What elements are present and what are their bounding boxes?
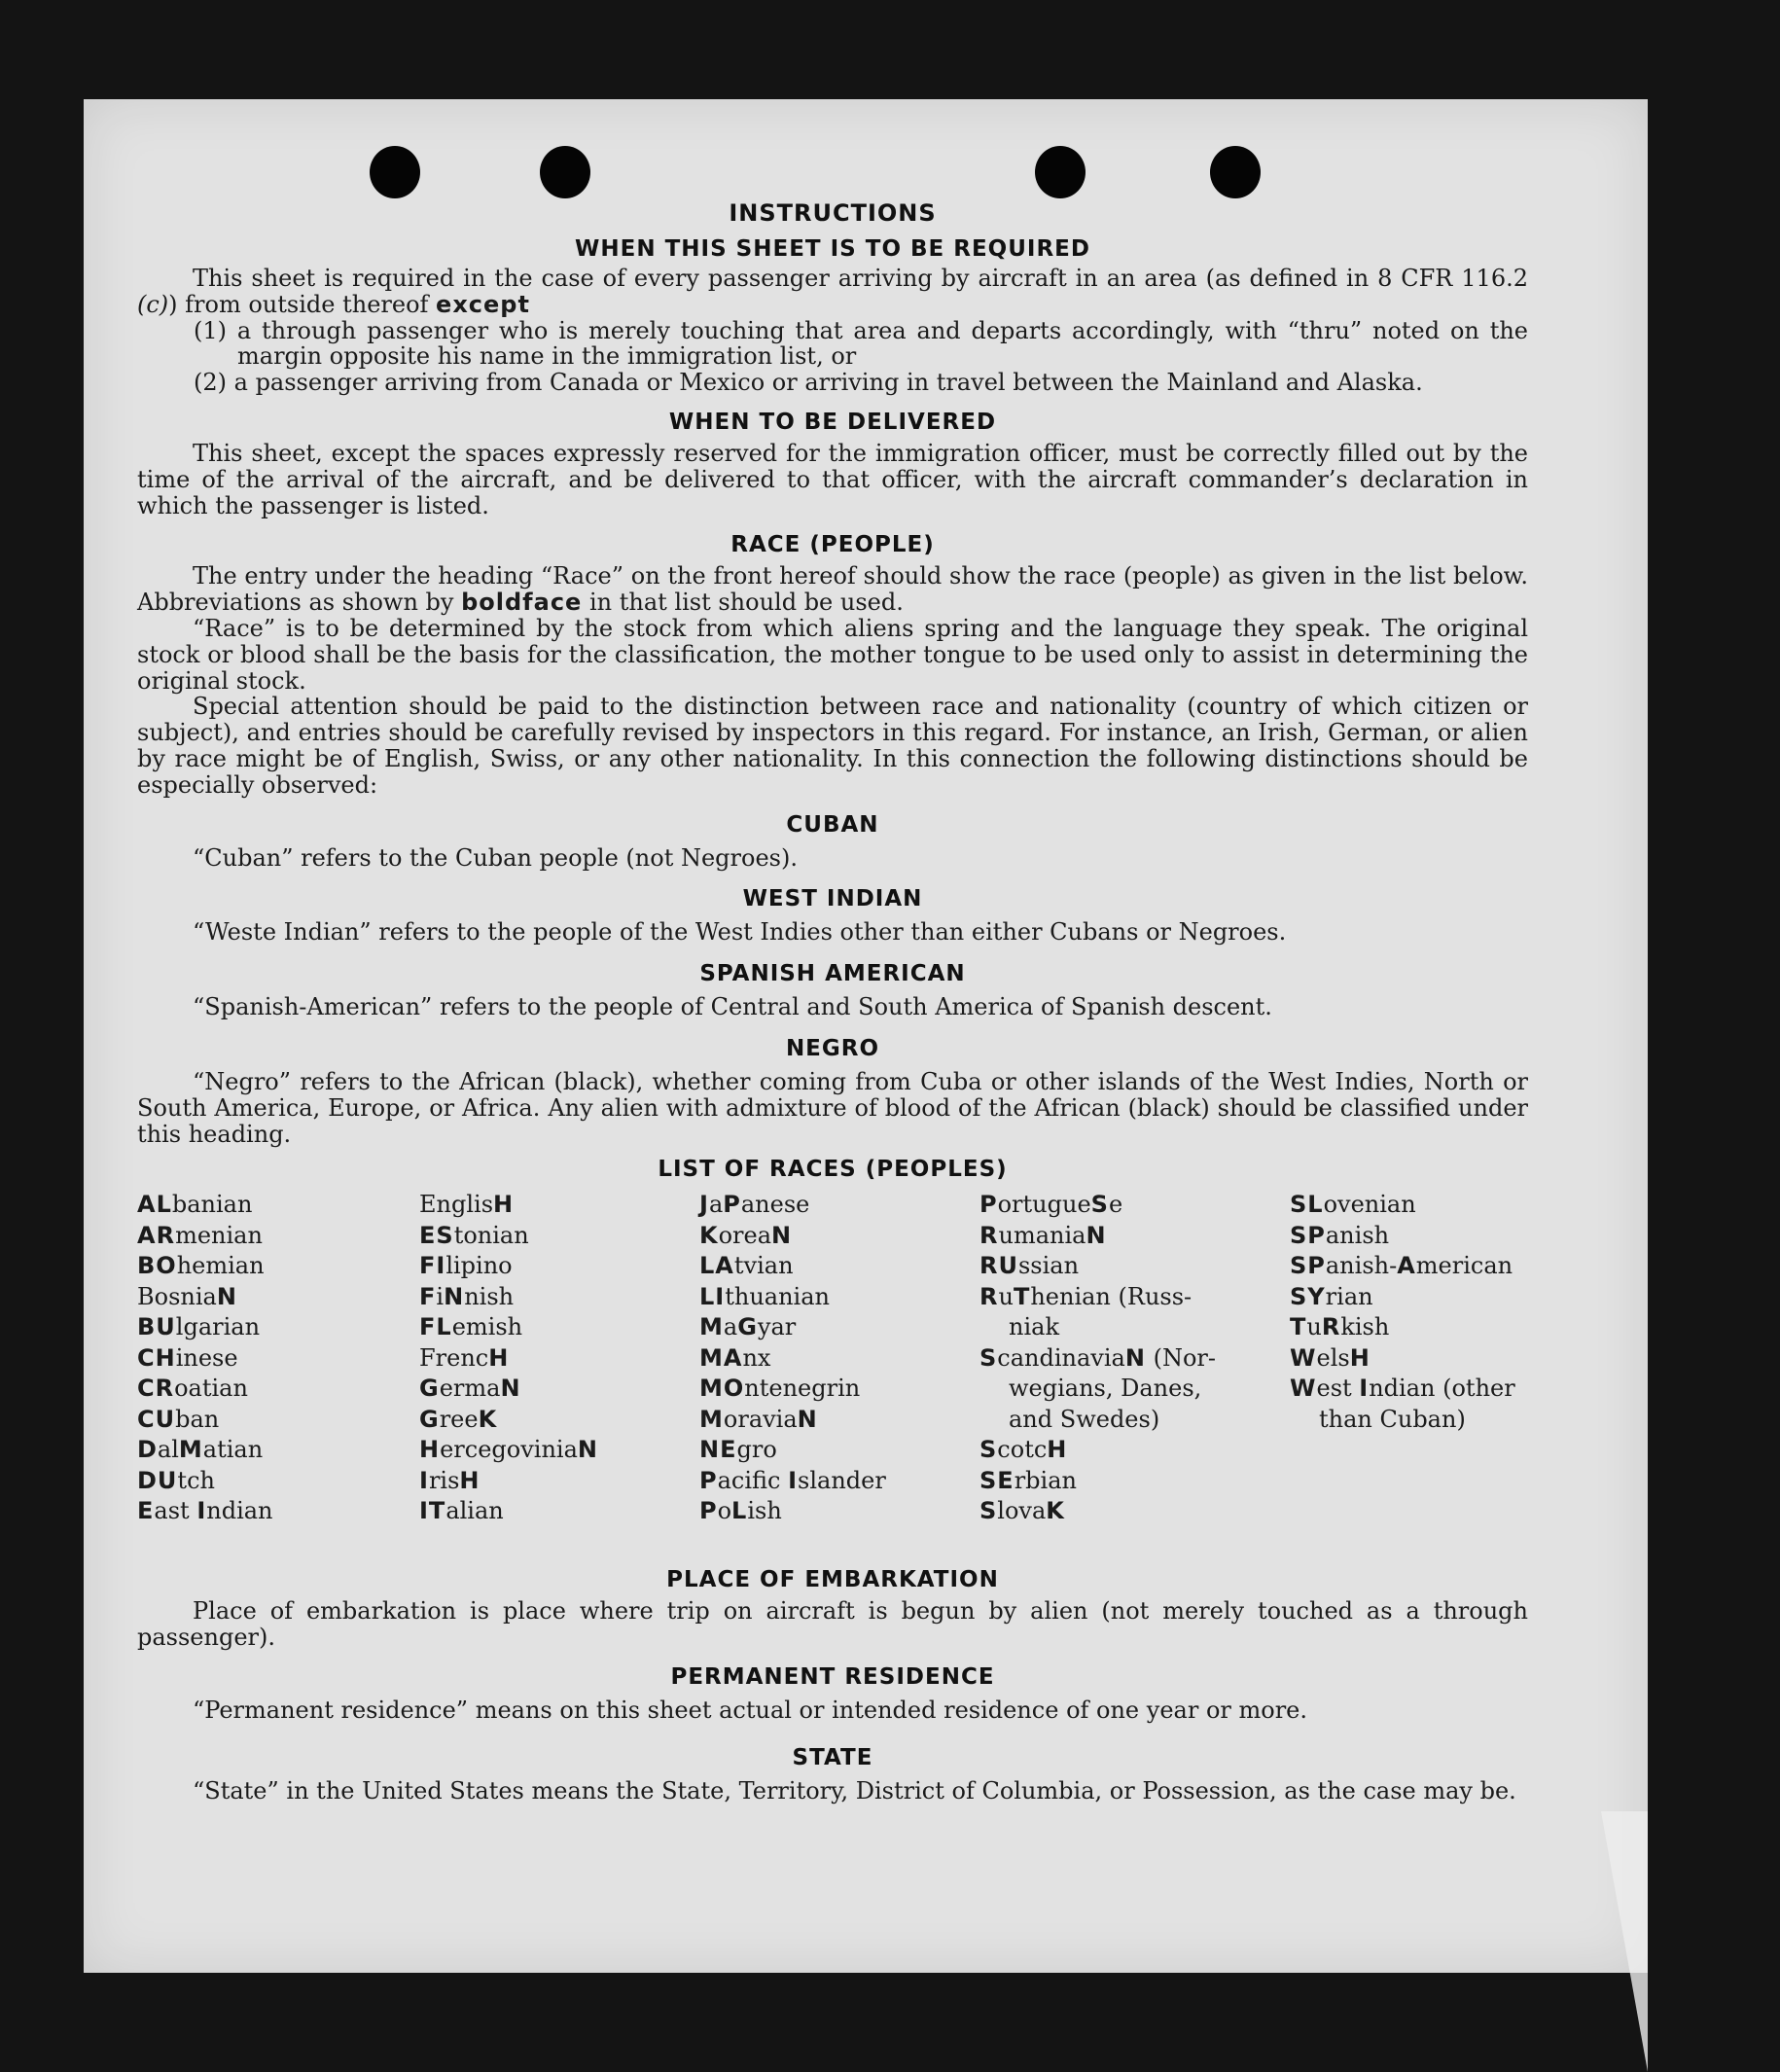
paragraph-item-2: (2) a passenger arriving from Canada or Mexico or arriving in travel between the Mainland and Alaska. — [194, 369, 1423, 397]
race-item — [137, 1251, 273, 1282]
race-item — [419, 1221, 598, 1252]
race-abbrev: MO — [699, 1375, 745, 1403]
race-item — [699, 1190, 886, 1221]
race-text: merican — [1415, 1252, 1513, 1280]
race-text: cotc — [997, 1436, 1048, 1464]
race-item — [699, 1221, 886, 1252]
race-text: lgarian — [175, 1313, 261, 1341]
race-abbrev: R — [979, 1282, 999, 1310]
paragraph-text: ) from outside thereof — [168, 290, 437, 318]
race-text: nx — [742, 1343, 771, 1372]
paragraph-text: This sheet is required in the case of every passenger arriving by aircraft in an area (as defined in 8 CFR 116.2 — [193, 265, 1528, 292]
race-abbrev: SL — [1290, 1191, 1324, 1219]
punch-hole — [1035, 146, 1086, 198]
race-abbrev: AL — [137, 1191, 172, 1219]
race-abbrev: H — [459, 1466, 481, 1494]
race-item — [419, 1282, 598, 1313]
race-abbrev: J — [699, 1191, 709, 1219]
race-abbrev: SY — [1290, 1282, 1326, 1310]
race-item — [419, 1466, 598, 1497]
race-text: banian — [171, 1191, 253, 1219]
race-item — [699, 1251, 886, 1282]
paragraph: “Race” is to be determined by the stock from which aliens spring and the language they speak. The original stock or blood shall be the basis for the classification, the mother tongue to be used only to assist in determining the original stock. — [137, 614, 1528, 695]
race-item — [1290, 1251, 1515, 1282]
race-text: rian — [1325, 1282, 1373, 1310]
race-abbrev: P — [979, 1191, 998, 1219]
race-text: ntenegrin — [744, 1375, 861, 1403]
race-item — [419, 1405, 598, 1436]
punch-hole — [540, 146, 590, 198]
race-item — [137, 1466, 273, 1497]
race-abbrev: S — [979, 1436, 998, 1464]
section-heading-race: RACE (PEOPLE) — [730, 532, 935, 558]
paragraph-item-1: (1) a through passenger who is merely touching that area and departs accordingly, with “thru” noted on the margin opposite his name in the immigration list, or — [194, 316, 1528, 371]
race-abbrev: LI — [699, 1282, 726, 1310]
race-text: ndian — [206, 1497, 273, 1525]
race-abbrev: L — [731, 1497, 748, 1525]
paragraph-bold: boldface — [461, 589, 583, 617]
race-abbrev: AR — [137, 1221, 176, 1249]
race-abbrev: P — [723, 1191, 741, 1219]
race-item — [699, 1343, 886, 1375]
race-text: anese — [740, 1191, 810, 1219]
race-text: lipino — [445, 1252, 513, 1280]
race-text: alian — [445, 1497, 504, 1525]
page-title: INSTRUCTIONS — [729, 199, 937, 227]
paragraph: “Spanish-American” refers to the people of Central and South America of Spanish descent. — [193, 993, 1272, 1021]
race-item — [979, 1405, 1216, 1436]
paragraph — [137, 563, 1528, 616]
race-text: tch — [177, 1466, 215, 1494]
race-text: al — [157, 1436, 179, 1464]
race-item — [137, 1312, 273, 1343]
race-item — [137, 1496, 273, 1527]
races-column — [1290, 1190, 1515, 1435]
paragraph-text: The entry under the heading “Race” on the front hereof should show the race (people) as given in the list below. Abbreviations as shown by — [137, 562, 1528, 617]
race-item — [1290, 1221, 1515, 1252]
race-abbrev: G — [419, 1375, 440, 1403]
race-item — [699, 1496, 886, 1527]
paragraph: “Cuban” refers to the Cuban people (not Negroes). — [193, 843, 798, 872]
race-text: Bosnia — [137, 1282, 217, 1310]
race-item — [137, 1374, 273, 1405]
race-abbrev: I — [196, 1497, 207, 1525]
paragraph: “State” in the United States means the State, Territory, District of Columbia, or Possession, as the case may be. — [193, 1776, 1516, 1804]
race-abbrev: H — [488, 1343, 510, 1372]
section-heading-residence: PERMANENT RESIDENCE — [670, 1663, 995, 1690]
paragraph — [137, 266, 1528, 318]
paragraph-bold: except — [436, 290, 530, 318]
race-text: than Cuban) — [1319, 1405, 1466, 1433]
race-abbrev: FI — [419, 1252, 446, 1280]
race-abbrev: P — [699, 1497, 718, 1525]
race-abbrev: K — [478, 1405, 498, 1433]
race-text: acific — [717, 1466, 789, 1494]
race-item — [1290, 1312, 1515, 1343]
race-abbrev: H — [493, 1191, 515, 1219]
race-abbrev: M — [699, 1405, 724, 1433]
paragraph: “Permanent residence” means on this sheet actual or intended residence of one year or more. — [193, 1696, 1307, 1724]
race-abbrev: P — [699, 1466, 718, 1494]
section-heading-west-indian: WEST INDIAN — [742, 886, 923, 912]
race-abbrev: M — [699, 1313, 724, 1341]
race-item — [699, 1466, 886, 1497]
race-text: ish — [747, 1497, 782, 1525]
race-abbrev: E — [137, 1497, 155, 1525]
race-text: e — [1108, 1191, 1123, 1219]
race-text: u — [998, 1282, 1014, 1310]
race-item — [419, 1190, 598, 1221]
race-abbrev: N — [216, 1282, 237, 1310]
race-text: o — [717, 1497, 732, 1525]
race-text: anish — [1325, 1221, 1390, 1249]
race-abbrev: N — [444, 1282, 465, 1310]
page-fold — [1601, 1811, 1648, 2072]
race-text: anish- — [1325, 1252, 1398, 1280]
race-item — [419, 1343, 598, 1375]
race-item — [979, 1282, 1216, 1313]
races-column — [419, 1190, 598, 1527]
race-text: menian — [175, 1221, 263, 1249]
race-abbrev: K — [699, 1221, 719, 1249]
race-text: ris — [428, 1466, 460, 1494]
race-text: inese — [175, 1343, 238, 1372]
race-item — [137, 1221, 273, 1252]
race-abbrev: G — [419, 1405, 440, 1433]
race-abbrev: SE — [979, 1466, 1015, 1494]
race-item — [419, 1312, 598, 1343]
section-heading-delivered: WHEN TO BE DELIVERED — [668, 409, 997, 435]
race-item — [419, 1374, 598, 1405]
race-abbrev: BU — [137, 1313, 176, 1341]
race-text: wegians, Danes, — [1009, 1375, 1202, 1403]
race-abbrev: DU — [137, 1466, 178, 1494]
punch-hole — [1210, 146, 1261, 198]
race-text: atian — [202, 1436, 264, 1464]
paragraph: This sheet, except the spaces expressly reserved for the immigration officer, must be correctly filled out by the time of the arrival of the aircraft, and be delivered to that officer, with the aircraft commander’s declaration in which the passenger is listed. — [137, 439, 1528, 519]
race-abbrev: CU — [137, 1405, 176, 1433]
race-item — [699, 1312, 886, 1343]
race-abbrev: S — [979, 1497, 998, 1525]
race-item — [979, 1312, 1216, 1343]
section-heading-races: LIST OF RACES (PEOPLES) — [658, 1157, 1008, 1183]
race-text: thuanian — [725, 1282, 830, 1310]
race-text: (Nor- — [1145, 1343, 1216, 1372]
race-abbrev: R — [979, 1221, 999, 1249]
race-item — [979, 1190, 1216, 1221]
race-text: Englis — [419, 1191, 494, 1219]
race-item — [137, 1190, 273, 1221]
race-text: u — [1306, 1313, 1322, 1341]
race-abbrev: I — [1359, 1375, 1370, 1403]
race-text: tvian — [733, 1252, 794, 1280]
race-item — [1290, 1282, 1515, 1313]
race-abbrev: H — [1047, 1436, 1068, 1464]
paragraph-text: in that list should be used. — [582, 589, 904, 617]
race-item — [699, 1435, 886, 1466]
race-text: ssian — [1017, 1252, 1080, 1280]
race-text: umania — [998, 1221, 1086, 1249]
paragraph: Special attention should be paid to the distinction between race and nationality (country of which citizen or subject), and entries should be carefully revised by inspectors in this regard. For instance, an Irish, German, or alien by race might be of English, Swiss, or any other nationality. In this connection the following distinctions should be especially observed: — [137, 693, 1528, 799]
paragraph: “Negro” refers to the African (black), whether coming from Cuba or other islands of the West Indies, North or South America, Europe, or Africa. Any alien with admixture of blood of the African (black) should be classified under this heading. — [137, 1067, 1528, 1148]
race-text: rbian — [1014, 1466, 1077, 1494]
race-text: oatian — [174, 1375, 248, 1403]
race-abbrev: N — [771, 1221, 793, 1249]
race-item — [979, 1343, 1216, 1375]
race-abbrev: MA — [699, 1343, 743, 1372]
race-text: yar — [757, 1313, 797, 1341]
race-text: candinavia — [997, 1343, 1125, 1372]
race-abbrev: N — [1086, 1221, 1107, 1249]
race-text: hemian — [176, 1252, 265, 1280]
race-abbrev: SP — [1290, 1252, 1326, 1280]
race-item — [979, 1466, 1216, 1497]
race-text: emish — [451, 1313, 523, 1341]
race-text: Frenc — [419, 1343, 489, 1372]
race-abbrev: IT — [419, 1497, 446, 1525]
race-text: ovenian — [1323, 1191, 1416, 1219]
race-item — [979, 1251, 1216, 1282]
race-abbrev: N — [797, 1405, 818, 1433]
race-text: and Swedes) — [1009, 1405, 1160, 1433]
race-text: els — [1316, 1343, 1350, 1372]
race-text: erma — [439, 1375, 501, 1403]
race-item — [1290, 1343, 1515, 1375]
race-abbrev: F — [419, 1282, 437, 1310]
instructions-content — [137, 199, 1528, 1804]
race-abbrev: NE — [699, 1436, 737, 1464]
race-text: est — [1316, 1375, 1360, 1403]
race-abbrev: I — [788, 1466, 799, 1494]
race-item — [979, 1374, 1216, 1405]
races-column — [137, 1190, 273, 1527]
section-heading-required: WHEN THIS SHEET IS TO BE REQUIRED — [575, 236, 1090, 262]
race-abbrev: I — [419, 1466, 429, 1494]
races-column — [979, 1190, 1216, 1527]
paragraph: “Weste Indian” refers to the people of the West Indies other than either Cubans or Negroes. — [193, 918, 1287, 947]
race-abbrev: SP — [1290, 1221, 1326, 1249]
race-text: oravia — [723, 1405, 798, 1433]
race-abbrev: T — [1290, 1313, 1307, 1341]
race-text: tonian — [453, 1221, 529, 1249]
race-abbrev: S — [979, 1343, 998, 1372]
race-item — [137, 1282, 273, 1313]
race-item — [137, 1405, 273, 1436]
race-abbrev: S — [1090, 1191, 1109, 1219]
section-heading-spanish-american: SPANISH AMERICAN — [699, 961, 966, 987]
race-item — [699, 1374, 886, 1405]
race-text: a — [723, 1313, 738, 1341]
race-text: niak — [1009, 1313, 1059, 1341]
race-item — [137, 1343, 273, 1375]
race-text: ban — [175, 1405, 220, 1433]
race-item — [1290, 1405, 1515, 1436]
race-item — [699, 1405, 886, 1436]
race-item — [419, 1435, 598, 1466]
race-item — [699, 1282, 886, 1313]
race-item — [1290, 1190, 1515, 1221]
race-item — [137, 1435, 273, 1466]
race-abbrev: RU — [979, 1252, 1018, 1280]
section-heading-negro: NEGRO — [785, 1035, 880, 1061]
paragraph: Place of embarkation is place where trip on aircraft is begun by alien (not merely touched as a through passenger). — [137, 1597, 1528, 1652]
race-text: slander — [798, 1466, 886, 1494]
race-text: ndian (other — [1369, 1375, 1515, 1403]
race-item — [979, 1221, 1216, 1252]
race-abbrev: A — [1397, 1252, 1416, 1280]
race-text: henian (Russ- — [1030, 1282, 1193, 1310]
paragraph-italic: (c) — [137, 290, 169, 318]
race-text: a — [708, 1191, 724, 1219]
race-abbrev: W — [1290, 1343, 1317, 1372]
race-text: ercegovinia — [440, 1436, 578, 1464]
race-abbrev: K — [1046, 1497, 1065, 1525]
race-abbrev: LA — [699, 1252, 734, 1280]
race-abbrev: T — [1013, 1282, 1031, 1310]
race-text: orea — [718, 1221, 772, 1249]
race-text: i — [436, 1282, 445, 1310]
race-abbrev: D — [137, 1436, 158, 1464]
race-abbrev: BO — [137, 1252, 177, 1280]
races-list — [137, 1190, 1528, 1559]
race-abbrev: N — [577, 1436, 598, 1464]
race-abbrev: G — [737, 1313, 758, 1341]
section-heading-state: STATE — [792, 1744, 873, 1770]
race-item — [1290, 1374, 1515, 1405]
race-abbrev: M — [178, 1436, 203, 1464]
section-heading-embarkation: PLACE OF EMBARKATION — [666, 1567, 999, 1593]
race-abbrev: H — [1349, 1343, 1371, 1372]
race-item — [979, 1435, 1216, 1466]
race-abbrev: ES — [419, 1221, 454, 1249]
section-heading-cuban: CUBAN — [786, 811, 879, 838]
race-text: ortugue — [997, 1191, 1091, 1219]
race-abbrev: W — [1290, 1375, 1317, 1403]
race-text: nish — [464, 1282, 515, 1310]
race-item — [419, 1251, 598, 1282]
race-text: ree — [439, 1405, 479, 1433]
race-abbrev: R — [1321, 1313, 1341, 1341]
race-abbrev: CR — [137, 1375, 175, 1403]
race-abbrev: N — [1124, 1343, 1146, 1372]
race-text: kish — [1340, 1313, 1390, 1341]
race-abbrev: FL — [419, 1313, 452, 1341]
race-item — [979, 1496, 1216, 1527]
race-abbrev: CH — [137, 1343, 176, 1372]
punch-hole — [370, 146, 420, 198]
races-column — [699, 1190, 886, 1527]
race-abbrev: H — [419, 1436, 441, 1464]
race-text: gro — [736, 1436, 777, 1464]
race-text: lova — [997, 1497, 1047, 1525]
race-item — [419, 1496, 598, 1527]
race-text: ast — [154, 1497, 197, 1525]
race-abbrev: N — [500, 1375, 521, 1403]
